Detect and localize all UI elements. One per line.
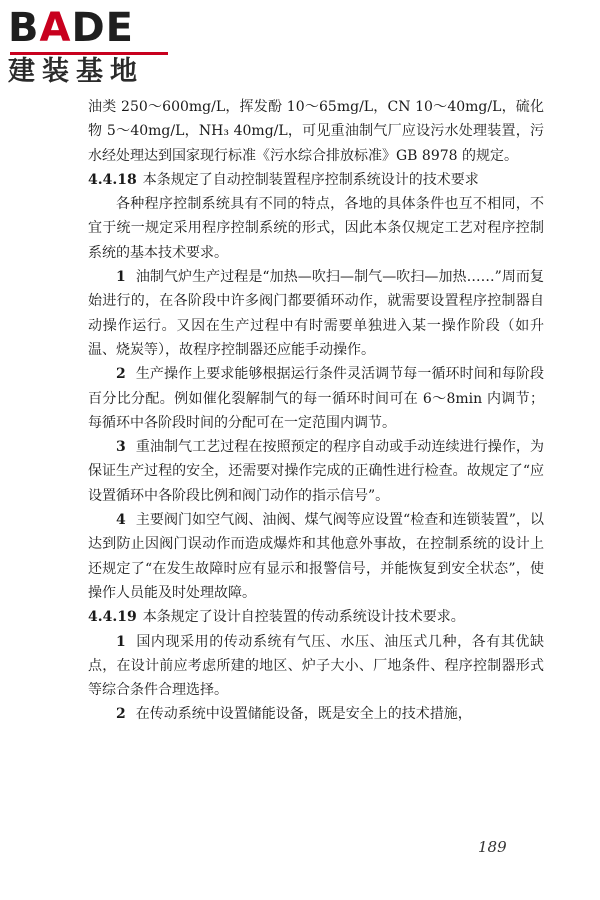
list-item [88,435,544,508]
section-heading [88,168,544,192]
item-number: 1 [116,633,126,650]
item-text: 油制气炉生产过程是“加热—吹扫—制气—吹扫—加热……”周而复始进行的，在各阶段中许多阀门都要循环动作，就需要设置程序控制器自动操作运行。又因在生产过程中有时需要单独进入某一操作阶段（如升温、烧炭等），故程序控制器还应能手动操作。 [88,269,544,358]
list-item [88,362,544,435]
logo-letter: B [8,5,40,51]
logo-divider [10,52,168,55]
paragraph: 油类 250～600mg/L，挥发酚 10～65mg/L，CN 10～40mg/L，硫化物 5～40mg/L，NH₃ 40mg/L，可见重油制气厂应设污水处理装置，污水经处理达到国家现行标准《污水综合排放标准》GB 8978 的规定。 [88,99,544,164]
item-number: 2 [116,706,126,723]
section-number: 4.4.19 [88,609,137,626]
section-heading [88,605,544,629]
document-body [88,95,544,727]
page-number: 189 [478,838,507,856]
item-text: 主要阀门如空气阀、油阀、煤气阀等应设置“检查和连锁装置”，以达到防止因阀门误动作而造成爆炸和其他意外事故，在控制系统的设计上还规定了“在发生故障时应有显示和报警信号，并能恢复到安全状态”，使操作人员能及时处理故障。 [88,512,544,601]
item-number: 3 [116,439,126,456]
logo-subtitle: 建装基地 [8,56,144,87]
item-text: 国内现采用的传动系统有气压、水压、油压式几种，各有其优缺点，在设计前应考虑所建的地区、炉子大小、厂地条件、程序控制器形式等综合条件合理选择。 [88,633,544,699]
section-title: 本条规定了自动控制装置程序控制系统设计的技术要求 [142,171,479,188]
list-item [88,265,544,362]
logo-wordmark [8,6,134,50]
logo-letter-accent: A [39,5,72,51]
item-number: 4 [116,512,126,529]
section-title: 本条规定了设计自控装置的传动系统设计技术要求。 [142,609,465,626]
list-item [88,508,544,605]
item-text: 在传动系统中设置储能设备，既是安全上的技术措施， [135,706,472,723]
list-item [88,630,544,703]
item-number: 1 [116,269,126,286]
item-text: 重油制气工艺过程在按照预定的程序自动或手动连续进行操作，为保证生产过程的安全，还需要对操作完成的正确性进行检查。故规定了“应设置循环中各阶段比例和阀门动作的指示信号”。 [88,439,544,504]
section-number: 4.4.18 [88,171,137,188]
logo-letters: DE [71,5,134,51]
item-number: 2 [116,366,126,383]
item-text: 生产操作上要求能够根据运行条件灵活调节每一循环时间和每阶段百分比分配。例如催化裂解制气的每一循环时间可在 6～8min 内调节；每循环中各阶段时间的分配可在一定范围内调节。 [88,366,544,431]
paragraph: 各种程序控制系统具有不同的特点，各地的具体条件也互不相同，不宜于统一规定采用程序控制系统的形式，因此本条仅规定工艺对程序控制系统的基本技术要求。 [88,196,544,261]
brand-logo [8,6,178,90]
list-item [88,702,544,726]
